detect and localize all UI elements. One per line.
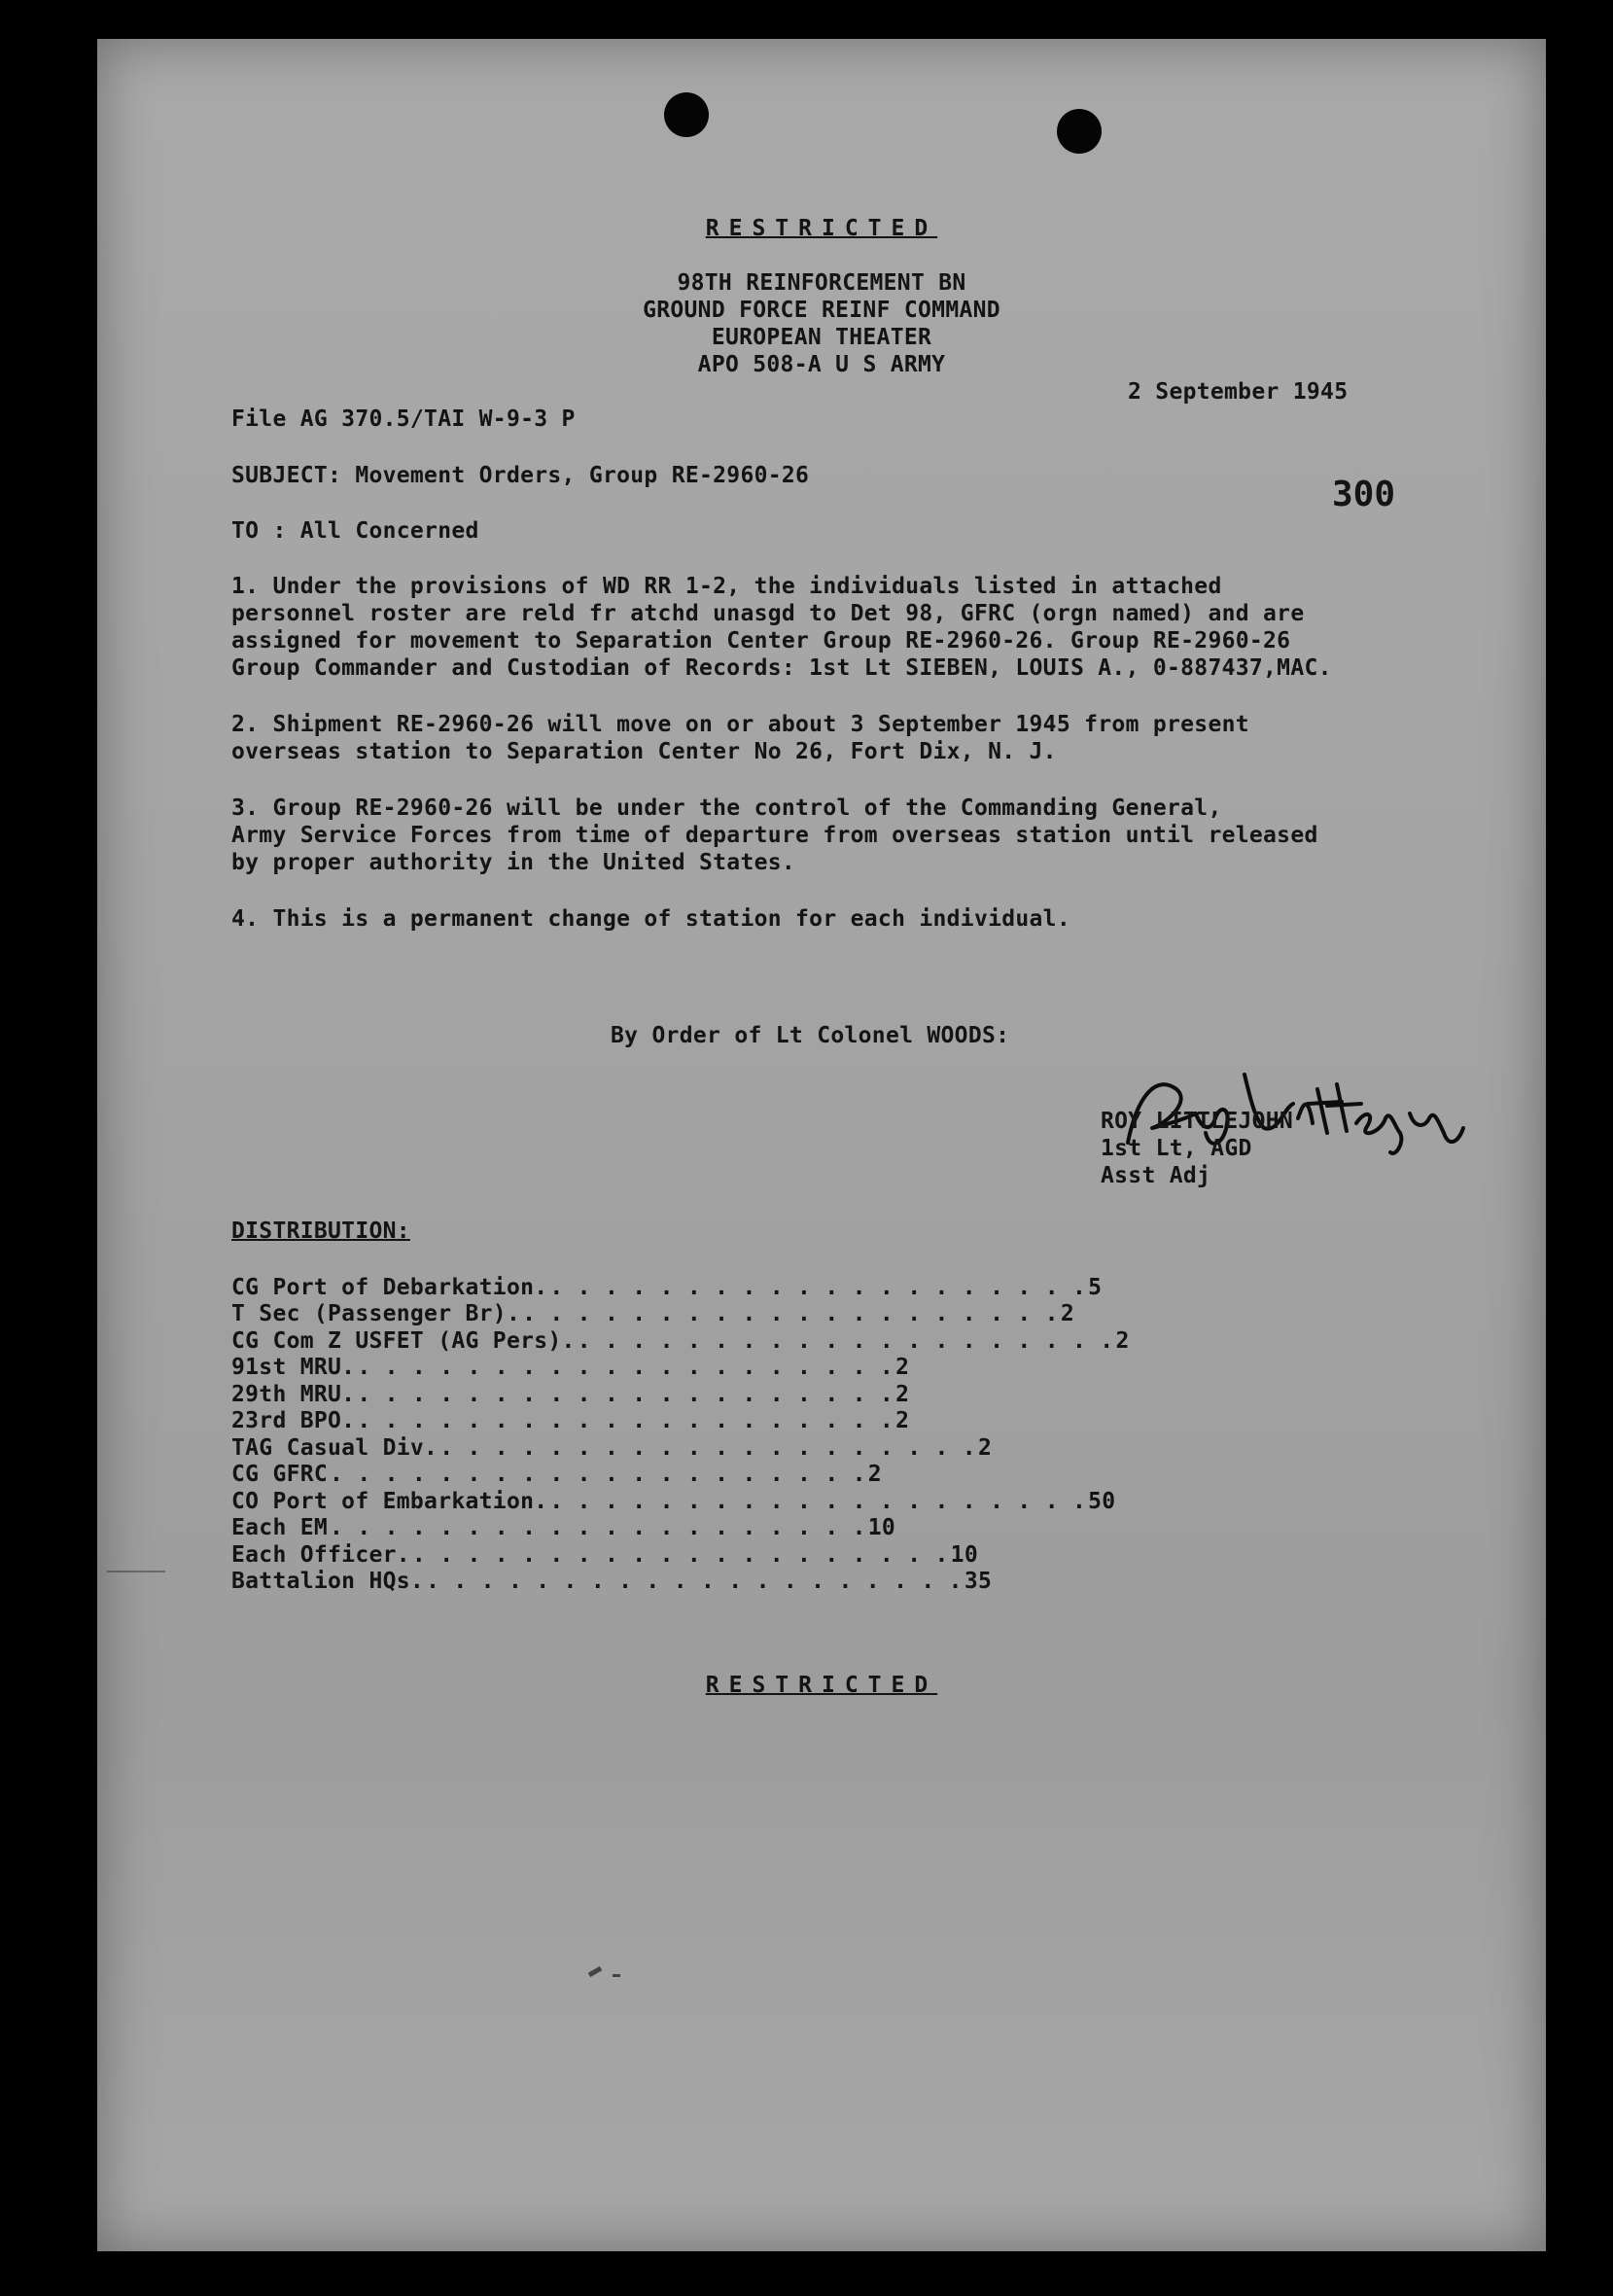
dot-leader: . . . . . . . . . . . . . . . . . . . . [357,1381,894,1407]
distribution-row [231,1381,910,1408]
file-reference: File AG 370.5/TAI W-9-3 P [231,406,576,432]
distribution-row [231,1408,910,1435]
distribution-row [231,1327,1130,1355]
scan-artifact [613,1974,620,1977]
distribution-qty: 10 [867,1515,896,1541]
distribution-recipient: TAG Casual Div. [231,1434,438,1461]
distribution-recipient: CG Com Z USFET (AG Pers). [231,1327,576,1354]
distribution-row [231,1488,1116,1515]
apo-line: APO 508-A U S ARMY [697,352,946,377]
distribution-row [231,1301,1074,1328]
distribution-qty: 2 [895,1355,910,1381]
paragraph-2-line-2: overseas station to Separation Center No 26, Fort Dix, N. J. [231,739,1057,764]
distribution-row [231,1462,882,1489]
paragraph-1-line-3: assigned for movement to Separation Center Group RE-2960-26. Group RE-2960-26 [231,628,1291,653]
distribution-recipient: 91st MRU. [231,1355,356,1381]
distribution-recipient: Each EM [231,1515,329,1541]
distribution-recipient: 29th MRU. [231,1381,356,1407]
dot-leader: . . . . . . . . . . . . . . . . . . . . [330,1515,866,1541]
signer-title: Asst Adj [1101,1163,1211,1188]
theater-name: EUROPEAN THEATER [711,325,932,350]
page-number: 300 [1332,475,1396,514]
punch-hole [664,92,709,137]
distribution-row [231,1274,1103,1301]
signer-rank: 1st Lt, AGD [1101,1136,1252,1161]
dot-leader: . . . . . . . . . . . . . . . . . . . . [549,1274,1087,1300]
distribution-row [231,1569,993,1596]
dot-leader: . . . . . . . . . . . . . . . . . . . . [522,1301,1059,1327]
distribution-row [231,1541,978,1569]
distribution-recipient: T Sec (Passenger Br). [231,1301,521,1327]
distribution-qty: 2 [895,1381,910,1407]
paragraph-1-line-1: 1. Under the provisions of WD RR 1-2, the individuals listed in attached [231,574,1222,599]
dot-leader: . . . . . . . . . . . . . . . . . . . . [411,1541,949,1568]
distribution-qty: 2 [867,1462,882,1488]
paragraph-3-line-1: 3. Group RE-2960-26 will be under the control of the Commanding General, [231,795,1222,821]
distribution-qty: 35 [964,1569,993,1595]
distribution-recipient: CO Port of Embarkation. [231,1488,548,1514]
distribution-qty: 2 [1060,1301,1074,1327]
distribution-recipient: Each Officer. [231,1541,410,1568]
distribution-row [231,1434,993,1462]
order-line: By Order of Lt Colonel WOODS: [611,1023,1010,1048]
distribution-recipient: 23rd BPO. [231,1408,356,1434]
signer-name: ROY LITTLEJOHN [1101,1109,1294,1134]
paragraph-4-line-1: 4. This is a permanent change of station for each individual. [231,906,1070,932]
scan-artifact [588,1966,603,1977]
document-page [97,39,1546,2251]
dot-leader: . . . . . . . . . . . . . . . . . . . . [577,1327,1114,1354]
distribution-row [231,1355,910,1382]
paragraph-2-line-1: 2. Shipment RE-2960-26 will move on or about 3 September 1945 from present [231,712,1249,737]
paragraph-1-line-4: Group Commander and Custodian of Records: 1st Lt SIEBEN, LOUIS A., 0-887437,MAC. [231,655,1332,681]
scan-artifact [107,1571,165,1572]
punch-hole [1057,109,1102,154]
dot-leader: . . . . . . . . . . . . . . . . . . . . [439,1434,976,1461]
distribution-qty: 50 [1088,1488,1116,1514]
dot-leader: . . . . . . . . . . . . . . . . . . . . [357,1355,894,1381]
addressee-line: TO : All Concerned [231,518,479,544]
document-date: 2 September 1945 [1128,379,1349,405]
paragraph-1-line-2: personnel roster are reld fr atchd unasgd to Det 98, GFRC (orgn named) and are [231,601,1305,626]
dot-leader: . . . . . . . . . . . . . . . . . . . . [426,1569,963,1595]
unit-name: 98TH REINFORCEMENT BN [677,270,966,296]
distribution-row [231,1515,896,1542]
paragraph-3-line-3: by proper authority in the United States. [231,850,796,875]
classification-bottom: RESTRICTED [705,1673,938,1698]
distribution-qty: 2 [895,1408,910,1434]
distribution-qty: 2 [977,1434,993,1461]
subject-line: SUBJECT: Movement Orders, Group RE-2960-26 [231,463,810,488]
command-name: GROUND FORCE REINF COMMAND [643,298,1000,323]
dot-leader: . . . . . . . . . . . . . . . . . . . . [357,1408,894,1434]
distribution-heading: DISTRIBUTION: [231,1219,410,1244]
distribution-qty: 5 [1088,1274,1103,1300]
distribution-qty: 10 [950,1541,978,1568]
distribution-list [231,1274,1130,1595]
dot-leader: . . . . . . . . . . . . . . . . . . . . [330,1462,866,1488]
distribution-recipient: CG GFRC [231,1462,329,1488]
distribution-recipient: Battalion HQs. [231,1569,425,1595]
classification-top: RESTRICTED [705,216,938,241]
distribution-recipient: CG Port of Debarkation. [231,1274,548,1300]
dot-leader: . . . . . . . . . . . . . . . . . . . . [549,1488,1087,1514]
distribution-qty: 2 [1115,1327,1130,1354]
paragraph-3-line-2: Army Service Forces from time of departure from overseas station until released [231,823,1318,848]
